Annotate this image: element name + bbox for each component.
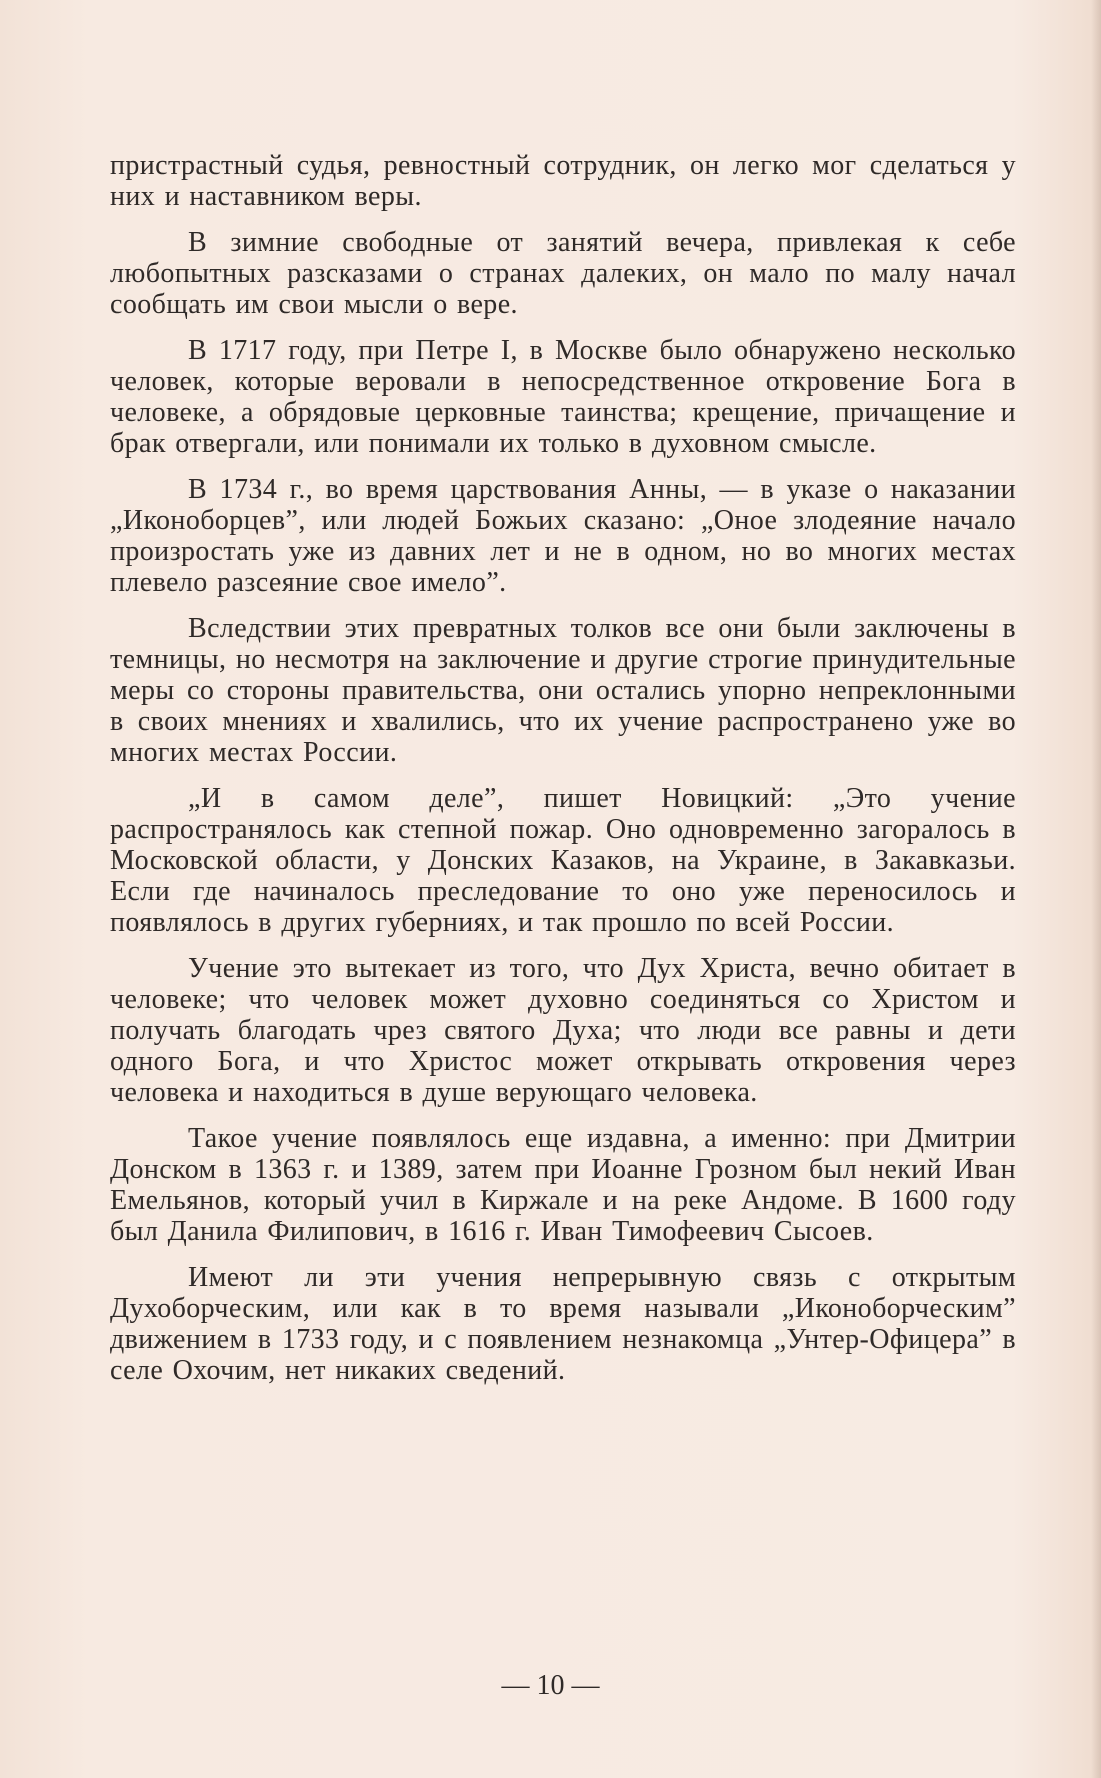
page-edge-shadow	[1091, 0, 1101, 1778]
paragraph-7: Учение это вытекает из того, что Дух Христа, вечно обитает в человеке; что человек может духовно соединяться со Христом и получать благодать чрез святого Духа; что люди все равны и дети одного Бога, и что Христос может открывать откровения через человека и находиться в душе верующаго человека.	[110, 953, 1016, 1108]
paragraph-5: Вследствии этих превратных толков все они были заключены в темницы, но несмотря на заключение и другие строгие принудительные меры со стороны правительства, они остались упорно непреклонными в своих мнениях и хвалились, что их учение распространено уже во многих местах России.	[110, 613, 1016, 768]
paragraph-3: В 1717 году, при Петре I, в Москве было обнаружено несколько человек, которые веровали в непосредственное откровение Бога в человеке, а обрядовые церковные таинства; крещение, причащение и брак отвергали, или понимали их только в духовном смысле.	[110, 335, 1016, 459]
paragraph-9: Имеют ли эти учения непрерывную связь с открытым Духоборческим, или как в то время называли „Иконоборческим” движением в 1733 году, и с появлением незнакомца „Унтер-Офицера” в селе Охочим, нет никаких сведений.	[110, 1262, 1016, 1386]
page-number: — 10 —	[501, 1670, 600, 1701]
paragraph-6: „И в самом деле”, пишет Новицкий: „Это учение распространялось как степной пожар. Оно одновременно загоралось в Московской области, у Донских Казаков, на Украине, в Закавказьи. Если где начиналось преследование то оно уже переносилось и появлялось в других губерниях, и так прошло по всей России.	[110, 783, 1016, 938]
body-text	[110, 150, 1016, 1401]
paragraph-4: В 1734 г., во время царствования Анны, — в указе о наказании „Иконоборцев”, или людей Божьих сказано: „Оное злодеяние начало произростать уже из давних лет и не в одном, но во многих местах плевело разсеяние свое имело”.	[110, 474, 1016, 598]
paragraph-1: пристрастный судья, ревностный сотрудник, он легко мог сделаться у них и наставником веры.	[110, 150, 1016, 212]
paragraph-2: В зимние свободные от занятий вечера, привлекая к себе любопытных разсказами о странах далеких, он мало по малу начал сообщать им свои мысли о вере.	[110, 227, 1016, 320]
paragraph-8: Такое учение появлялось еще издавна, а именно: при Дмитрии Донском в 1363 г. и 1389, затем при Иоанне Грозном был некий Иван Емельянов, который учил в Киржале и на реке Андоме. В 1600 году был Данила Филипович, в 1616 г. Иван Тимофеевич Сысоев.	[110, 1123, 1016, 1247]
